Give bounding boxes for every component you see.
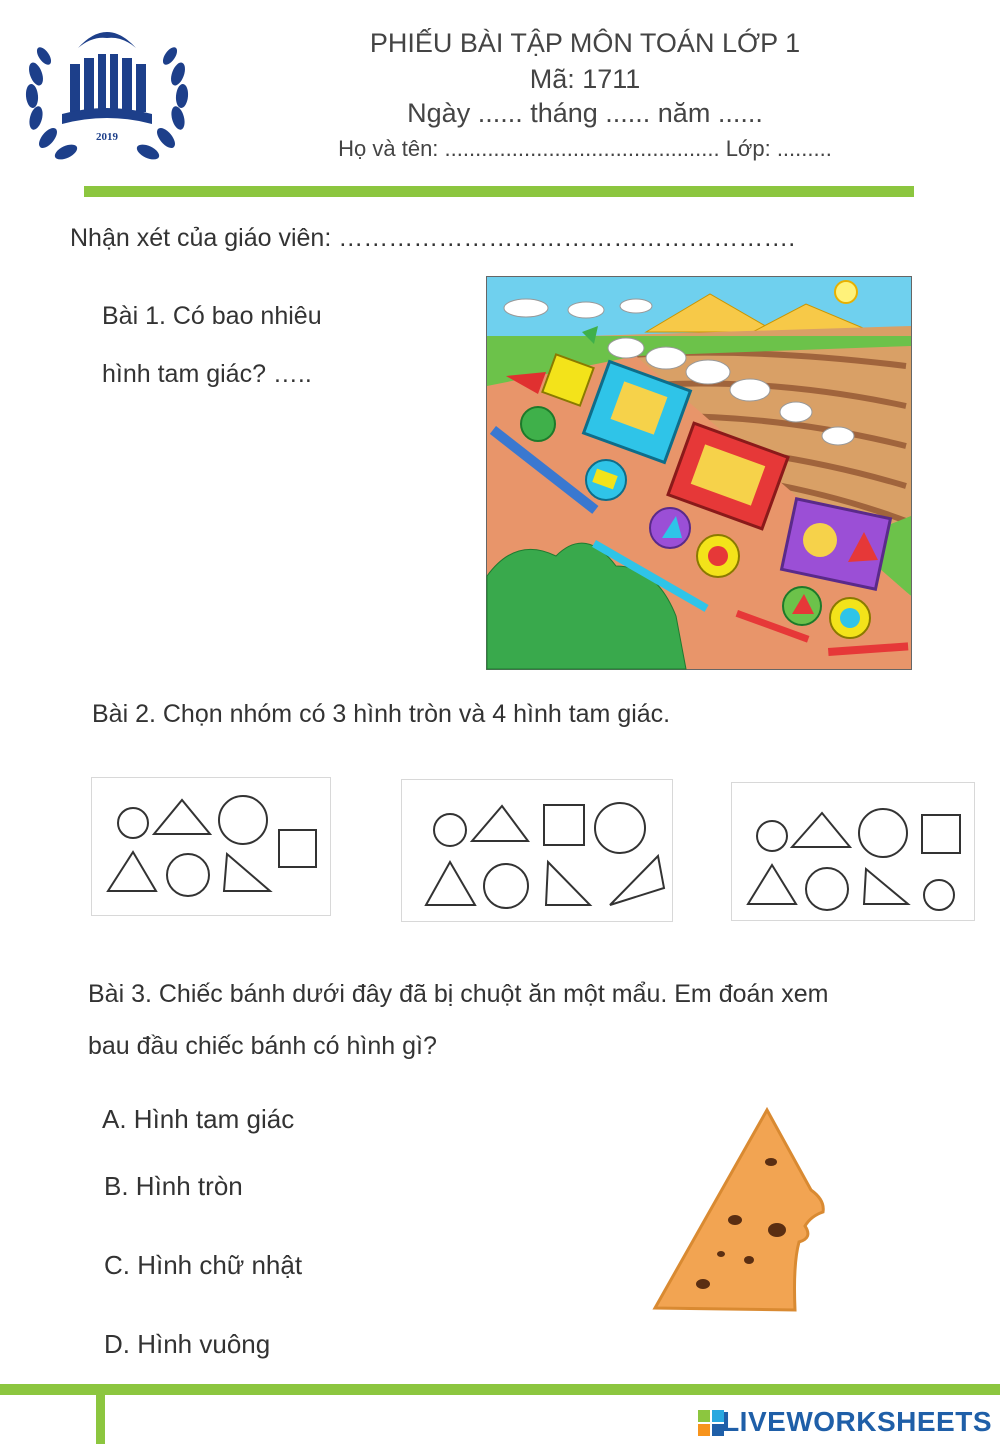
- answer-option-d[interactable]: D. Hình vuông: [104, 1329, 271, 1359]
- exercise3-line1: Bài 3. Chiếc bánh dưới đây đã bị chuột ăn một mẩu. Em đoán xem: [88, 980, 829, 1008]
- answer-option-c[interactable]: C. Hình chữ nhật: [104, 1250, 303, 1280]
- liveworksheets-brand[interactable]: LIVEWORKSHEETS: [722, 1406, 992, 1437]
- exercise3-line2: bau đầu chiếc bánh có hình gì?: [88, 1032, 437, 1060]
- liveworksheets-logo-icon: [698, 1410, 724, 1436]
- date-line: Ngày ...... tháng ...... năm ......: [407, 98, 763, 128]
- name-class-line: Họ và tên: ............................................. Lớp: .........: [338, 136, 832, 161]
- footer-vertical-bar: [96, 1390, 105, 1444]
- worksheet-code: Mã: 1711: [529, 64, 641, 94]
- shape-group-option-2[interactable]: [401, 779, 673, 922]
- worksheet-title: PHIẾU BÀI TẬP MÔN TOÁN LỚP 1: [369, 28, 801, 58]
- bitten-cake-image: [645, 1104, 835, 1314]
- exercise2-prompt: Bài 2. Chọn nhóm có 3 hình tròn và 4 hình tam giác.: [92, 700, 671, 728]
- exercise1-line1: Bài 1. Có bao nhiêu: [102, 302, 322, 330]
- shape-group-option-1[interactable]: [91, 777, 331, 916]
- shape-group-option-3[interactable]: [731, 782, 975, 921]
- exercise1-line2: hình tam giác? …..: [102, 360, 312, 388]
- answer-option-b[interactable]: B. Hình tròn: [104, 1171, 243, 1201]
- answer-option-a[interactable]: A. Hình tam giác: [102, 1104, 295, 1134]
- footer-divider: [0, 1384, 1000, 1395]
- train-scene-illustration: [486, 276, 912, 670]
- logo-year: 2019: [96, 131, 118, 143]
- school-logo: [18, 14, 196, 166]
- teacher-comment: Nhận xét của giáo viên: ……………………………………………….: [70, 224, 796, 252]
- header-divider: [84, 186, 914, 197]
